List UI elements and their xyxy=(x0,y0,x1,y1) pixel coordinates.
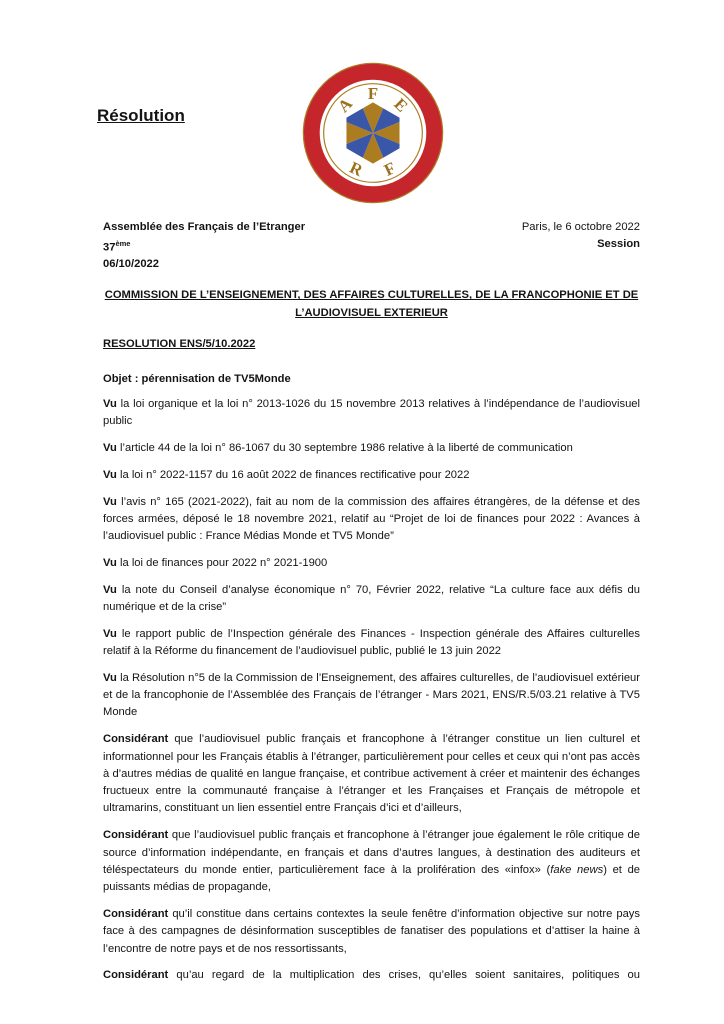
session-label: Session xyxy=(597,237,640,250)
doc-type-label: Résolution xyxy=(97,106,185,125)
commission-title-line-1: COMMISSION DE L’ENSEIGNEMENT, DES AFFAIRES CULTURELLES, DE LA FRANCOPHONIE ET DE xyxy=(104,289,639,302)
session-number-ordinal: ème xyxy=(115,238,131,248)
paragraph-text: la loi n° 2022-1157 du 16 août 2022 de finances rectificative pour 2022 xyxy=(116,468,470,481)
paragraph-lead-word: Vu xyxy=(103,583,117,596)
subject-line: Objet : pérennisation de TV5Monde xyxy=(103,372,291,385)
paragraph-text: la loi organique et la loi n° 2013-1026 du 15 novembre 2013 relatives à l’indépendance de l’audiovisuel public xyxy=(103,397,640,428)
paragraph xyxy=(103,582,640,617)
paragraph xyxy=(103,731,640,817)
paragraph-text: l’avis n° 165 (2021-2022), fait au nom de la commission des affaires étrangères, de la défense et des forces armées, déposé le 18 novembre 2021, relatif au “Projet de loi de finances pour 2022 : Avances à l’audiovisuel public : France Médias Monde et TV5 Monde” xyxy=(103,495,640,543)
header-date: 06/10/2022 xyxy=(103,257,159,270)
header-meta-row-1 xyxy=(103,219,640,236)
header-meta-row-3 xyxy=(103,256,640,273)
paragraph xyxy=(103,906,640,958)
commission-title-line-2: L’AUDIOVISUEL EXTERIEUR xyxy=(295,306,448,319)
paragraph-lead-word: Vu xyxy=(103,671,117,684)
logo-letter-a: A xyxy=(334,94,357,117)
paragraph-list xyxy=(103,396,640,985)
paragraph-lead-word: Vu xyxy=(103,468,117,481)
paragraph-text: la loi de finances pour 2022 n° 2021-1900 xyxy=(116,556,328,569)
paragraph xyxy=(103,967,640,984)
paragraph-lead-word: Considérant xyxy=(103,733,169,746)
resolution-reference: RESOLUTION ENS/5/10.2022 xyxy=(103,338,256,351)
paragraph-lead-word: Vu xyxy=(103,397,117,410)
paragraph xyxy=(103,555,640,572)
paragraph-text: que l’audiovisuel public français et francophone à l’étranger joue également le rôle critique de source d’information indépendante, en français et dans d’autres langues, à destination des auditeurs et téléspectateurs du monde entier, particulièrement face à la prolifération des «infox» ( xyxy=(103,829,640,876)
logo-letter-f-bottom: F xyxy=(381,158,399,180)
paragraph-text: le rapport public de l’Inspection générale des Finances - Inspection générale des Affaires culturelles relatif à la Réforme du financement de l’audiovisuel public, publié le 13 juin 2022 xyxy=(103,627,640,658)
paragraph xyxy=(103,494,640,546)
paragraph xyxy=(103,626,640,661)
paragraph-lead-word: Considérant xyxy=(103,829,169,842)
paragraph-text: qu’il constitue dans certains contextes la seule fenêtre d’information objective sur notre pays face à des campagnes de désinformation susceptibles de fanatiser des populations et d’attiser la haine à l’encontre de notre pays et de nos ressortissants, xyxy=(103,907,640,955)
paragraph-italic-text: fake news xyxy=(550,863,604,876)
logo-letter-f-top: F xyxy=(367,84,379,104)
paragraph-lead-word: Considérant xyxy=(103,907,169,920)
commission-title xyxy=(103,287,640,322)
paragraph-text: l’article 44 de la loi n° 86-1067 du 30 septembre 1986 relative à la liberté de communication xyxy=(116,441,573,454)
org-name: Assemblée des Français de l’Etranger xyxy=(103,221,306,233)
paragraph xyxy=(103,440,640,457)
session-number-value: 37 xyxy=(103,241,116,254)
paragraph xyxy=(103,827,640,896)
paragraph xyxy=(103,670,640,722)
logo-letter-e: E xyxy=(390,94,412,116)
document-content xyxy=(103,0,640,994)
paragraph-lead-word: Vu xyxy=(103,556,117,569)
paragraph xyxy=(103,467,640,484)
paragraph-text: la note du Conseil d’analyse économique n° 70, Février 2022, relative “La culture face aux défis du numérique et de la crise” xyxy=(103,583,640,613)
paragraph-lead-word: Vu xyxy=(103,627,117,640)
paragraph-text: que l’audiovisuel public français et francophone à l’étranger constitue un lien culturel et informationnel pour les Français établis à l’étranger, particulièrement pour celles et ceux qui n’ont pas accès à d’autres médias de qualité en langue française, et contribue activement à créer et maintenir des échanges fructueux entre la communauté française à l’étranger et les Françaises et Français de métropole et ultramarins, constituant un lien essentiel entre Français d’ici et d’ailleurs, xyxy=(103,733,640,815)
header-meta-row-2 xyxy=(103,236,640,256)
session-number xyxy=(103,236,130,256)
logo-letter-r: R xyxy=(346,157,366,181)
paragraph-lead-word: Vu xyxy=(103,495,117,508)
paragraph-text: la Résolution n°5 de la Commission de l’Enseignement, des affaires culturelles, de l’audiovisuel extérieur et de la francophonie de l’Assemblée des Français de l’étranger - Mars 2021, ENS/R.5/03.21 relative à TV5 Monde xyxy=(103,671,640,719)
paragraph-lead-word: Considérant xyxy=(103,969,169,982)
paragraph-text: ) et de puissants médias de propagande, xyxy=(103,863,641,894)
paragraph xyxy=(103,396,640,431)
paragraph-lead-word: Vu xyxy=(103,441,117,454)
header-meta xyxy=(103,219,640,272)
place-date: Paris, le 6 octobre 2022 xyxy=(521,221,640,233)
paragraph-text: qu’au regard de la multiplication des crises, qu’elles soient sanitaires, politiques ou xyxy=(168,969,640,982)
